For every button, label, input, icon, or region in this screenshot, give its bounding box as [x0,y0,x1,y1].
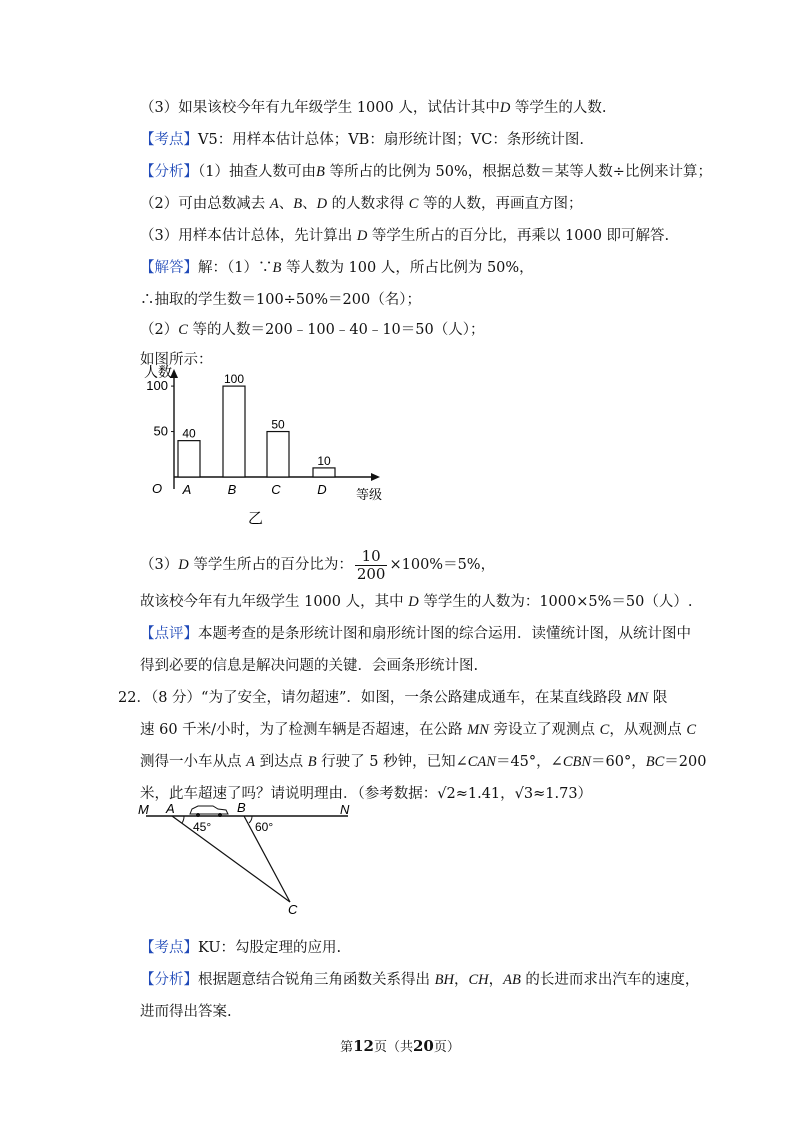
fenxi-1: 【分析】（1）抽查人数可由B 等所占的比例为 50%，根据总数＝某等人数÷比例来计算； [140,164,712,180]
jieda-1: 【解答】解：（1）∵B 等人数为 100 人，所占比例为 50%， [140,260,534,276]
fraction-denominator: 200 [356,564,386,583]
label-c: C [288,902,298,917]
dianping-tag: 【点评】 [140,626,198,642]
total-pages: 20 [413,1037,434,1055]
category-label: B [227,482,237,497]
chart-caption: 乙 [248,510,264,525]
kaodian-1: 【考点】V5：用样本估计总体；VB：扇形统计图；VC：条形统计图. [140,132,584,148]
bar-chart [138,365,398,525]
category-label: C [271,482,281,497]
fraction-numerator: 10 [355,548,388,566]
bar-A [178,441,200,477]
kaodian-tag: 【考点】 [140,940,198,956]
fenxi-1-line3: （3）用样本估计总体，先计算出 D 等学生所占的百分比，再乘以 1000 即可解答. [140,228,670,244]
dianping-1-line2: 得到必要的信息是解决问题的关键．会画条形统计图. [140,658,479,674]
jieda-1-line3: （2）C 等的人数＝200﹣100﹣40﹣10＝50（人）； [140,322,485,338]
y-tick-label: 50 [153,423,168,439]
category-label: D [317,482,327,497]
x-axis-label: 等级 [356,487,383,502]
jieda-1-line2: ∴抽取的学生数＝100÷50%＝200（名）； [140,292,421,308]
label-a: A [166,801,175,816]
label-b: B [237,800,246,815]
page-footer: 第12页（共20页） [340,1037,460,1055]
origin-label: O [152,481,163,496]
q22-line1: 22．（8 分）“为了安全，请勿超速”．如图，一条公路建成通车，在某直线路段 MN 限 [118,690,668,706]
fenxi-2: 【分析】根据题意结合锐角三角函数关系得出 BH，CH，AB 的长进而求出汽车的速度， [140,972,700,988]
angle-45-label: 45° [193,820,212,834]
road-figure [138,798,368,918]
fraction [355,548,388,583]
fenxi-2-line2: 进而得出答案. [140,1004,232,1020]
kaodian-2: 【考点】KU：勾股定理的应用. [140,940,342,956]
page-number: 12 [353,1037,374,1055]
jieda-1-line4: 如图所示： [140,352,213,368]
dianping-1: 【点评】本题考查的是条形统计图和扇形统计图的综合运用．读懂统计图，从统计图中 [140,626,691,642]
angle-60-label: 60° [255,820,274,834]
bar-B [223,386,245,477]
bar-C [267,432,289,477]
jieda-1-line6: 故该校今年有九年级学生 1000 人，其中 D 等学生的人数为：1000×5%＝50（人）. [140,594,693,610]
q22-line3: 测得一小车从点 A 到达点 B 行驶了 5 秒钟，已知∠CAN＝45°，∠CBN＝60°，BC＝200 [140,754,707,770]
label-n: N [340,802,350,817]
q21-part3: （3）如果该校今年有九年级学生 1000 人，试估计其中D 等学生的人数. [140,100,607,116]
fenxi-tag: 【分析】 [140,164,198,180]
angle-arc-a [182,816,184,823]
q22-line2: 速 60 千米/小时，为了检测车辆是否超速，在公路 MN 旁设立了观测点 C，从观测点 C [140,722,697,738]
bar-value-label: 40 [182,426,196,441]
category-label: A [182,482,192,497]
q22-line4: 米，此车超速了吗？请说明理由．（参考数据：√2≈1.41，√3≈1.73） [140,786,593,802]
y-axis-label: 人数 [144,365,172,380]
angle-arc-b [249,816,252,823]
bar-D [313,468,335,477]
y-tick-label: 100 [146,378,168,394]
bar-value-label: 50 [271,417,285,432]
fenxi-1-line2: （2）可由总数减去 A、B、D 的人数求得 C 等的人数，再画直方图； [140,196,583,212]
fenxi-tag: 【分析】 [140,972,198,988]
kaodian-tag: 【考点】 [140,132,198,148]
jieda-tag: 【解答】 [140,260,198,276]
bar-value-label: 100 [223,372,245,387]
bar-value-label: 10 [317,453,331,468]
x-axis-arrow [371,473,380,481]
label-m: M [138,802,149,817]
jieda-1-line5: （3）D 等学生所占的百分比为： $\frac{10}{200}$ ×100%＝5%， [140,546,496,583]
